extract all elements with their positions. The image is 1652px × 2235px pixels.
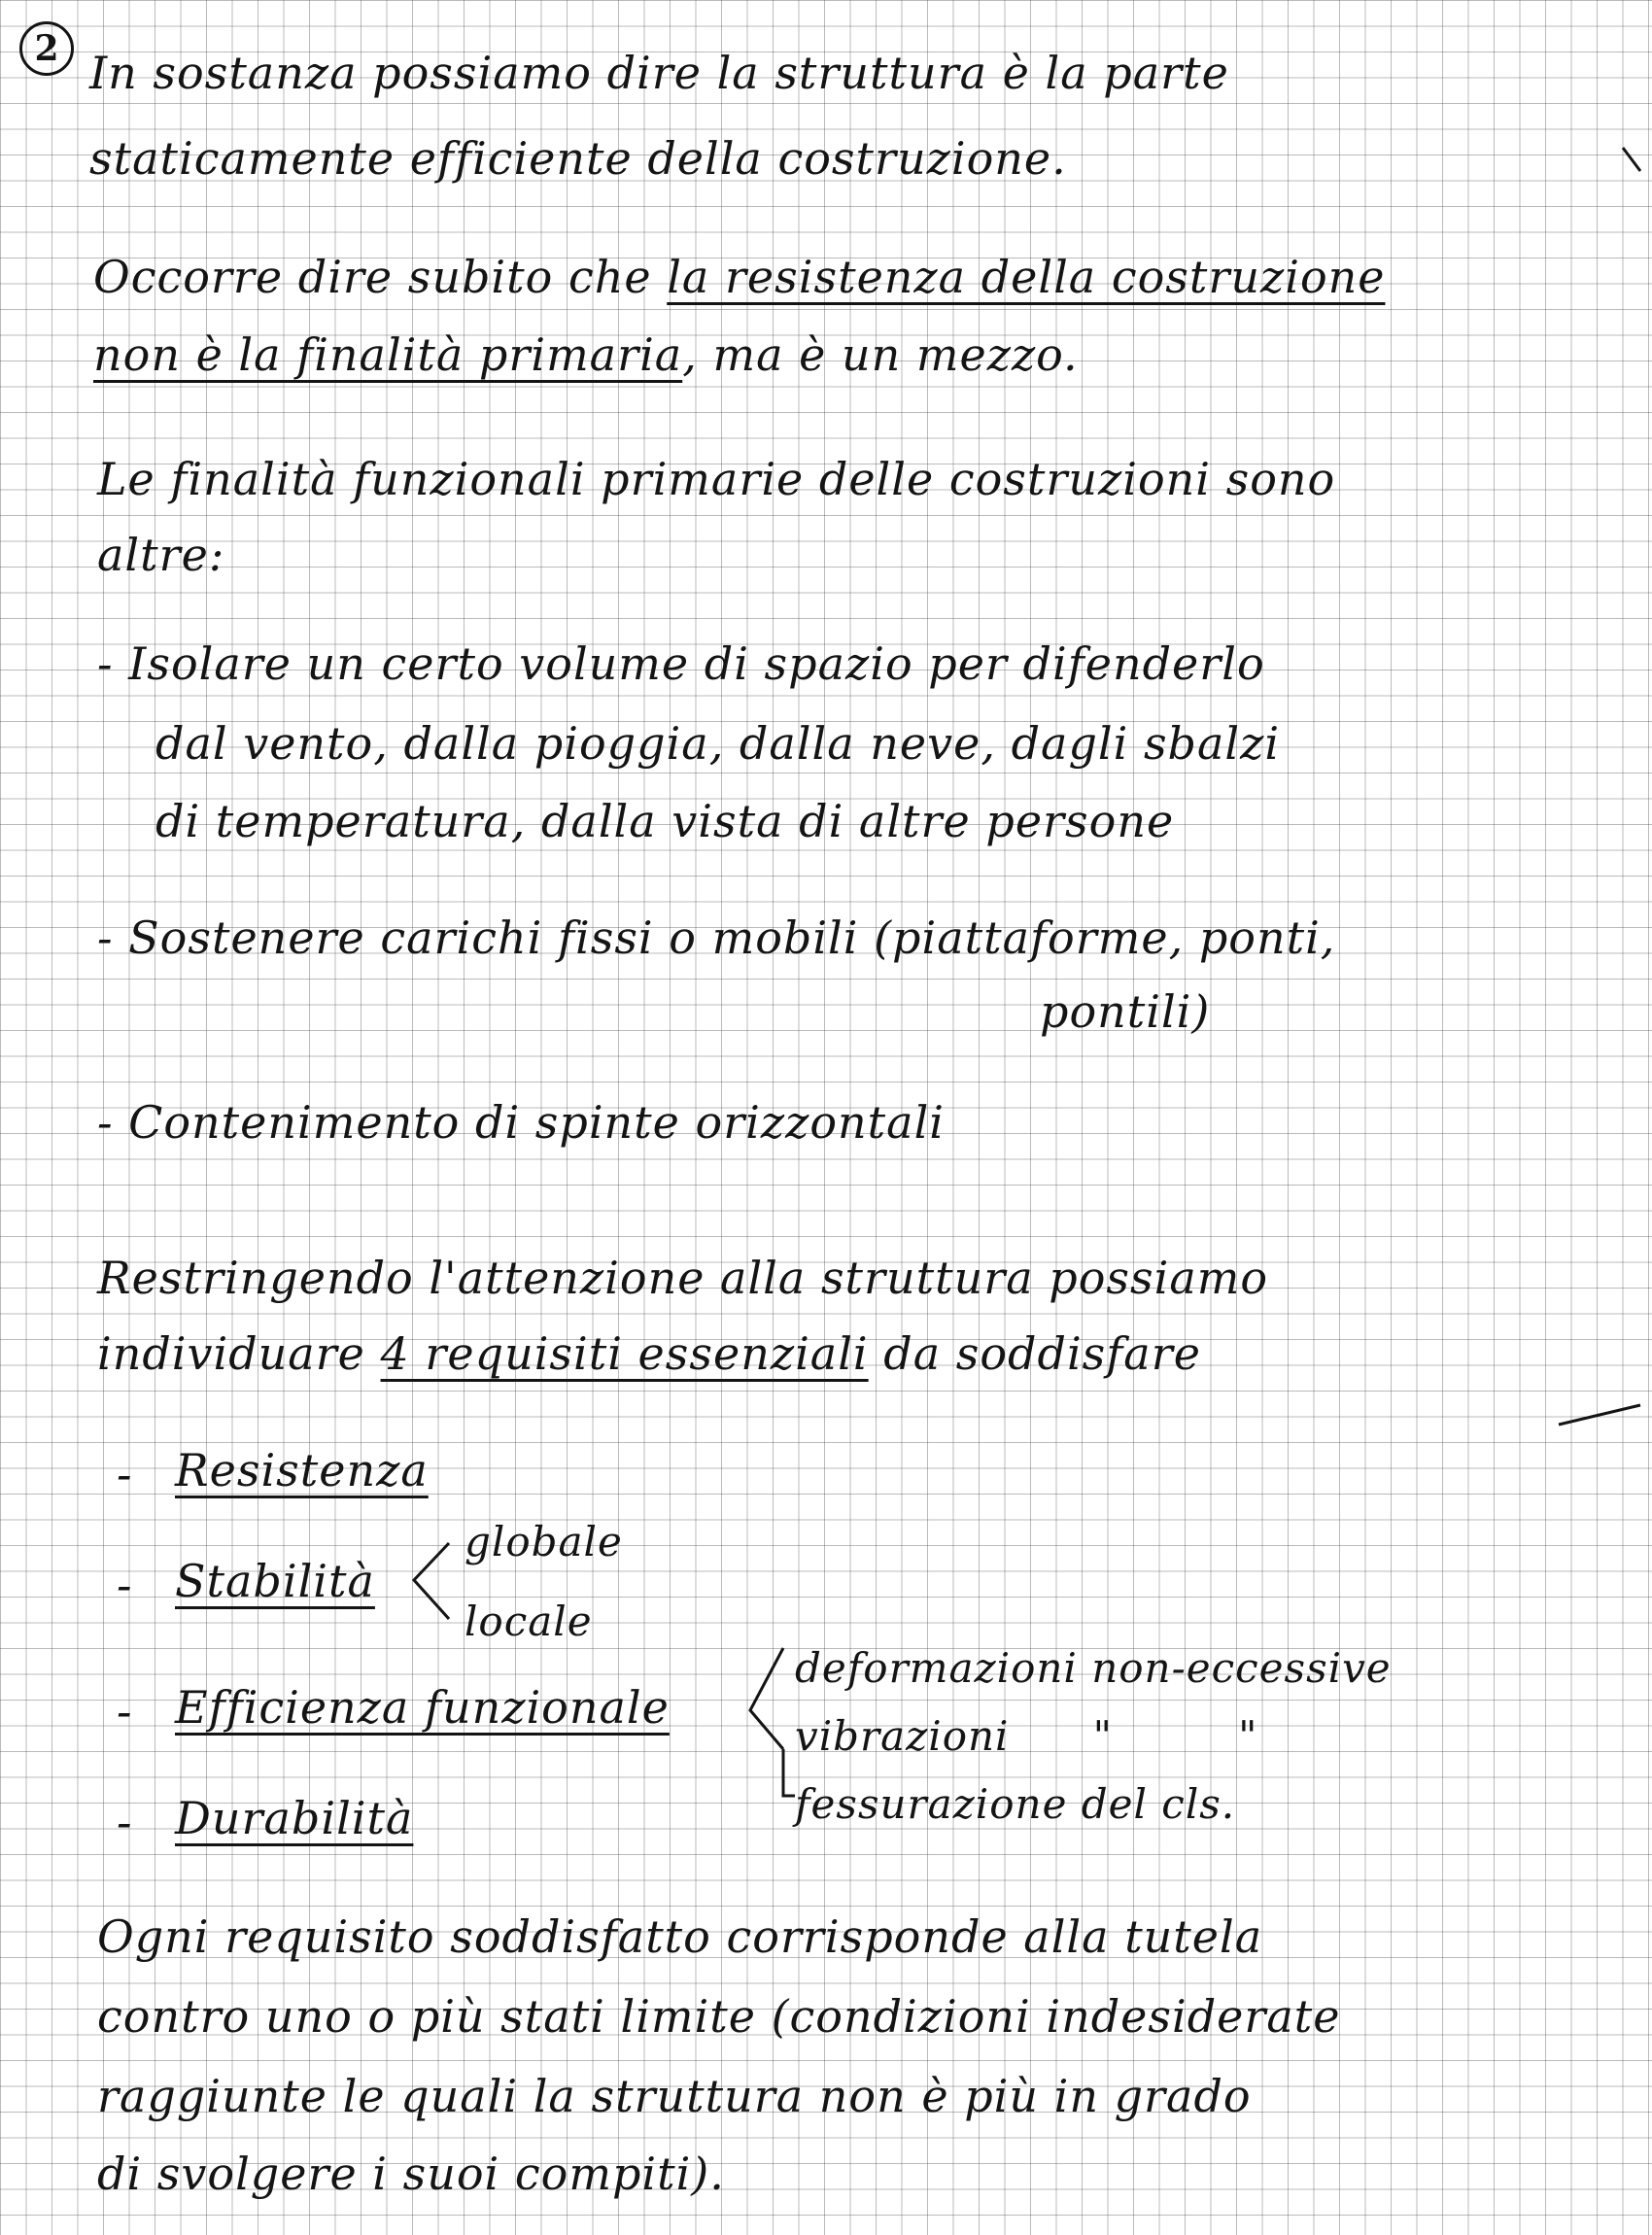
- means-underlined-a: la resistenza della costruzione: [667, 251, 1386, 303]
- purpose-1-line-3: di temperatura, dalla vista di altre persone: [155, 795, 1175, 847]
- closing-line-1: Ogni requisito soddisfatto corrisponde alla tutela: [97, 1910, 1263, 1963]
- requirement-dash-3: -: [117, 1685, 133, 1737]
- requirements-intro-line-2: [97, 1327, 1201, 1380]
- intro-line-1: In sostanza possiamo dire la struttura è la parte: [89, 47, 1229, 99]
- closing-line-2: contro uno o più stati limite (condizioni indesiderate: [97, 1990, 1341, 2043]
- margin-mark-top: [1621, 146, 1644, 179]
- requirement-efficienza: Efficienza funzionale: [175, 1681, 670, 1734]
- page-number: 2: [19, 21, 74, 76]
- efficienza-sub-3: fessurazione del cls.: [795, 1780, 1236, 1828]
- requirements-intro-line-1: Restringendo l'attenzione alla struttura possiamo: [97, 1252, 1269, 1304]
- means-line-2: [93, 328, 1079, 381]
- means-line-1: [93, 251, 1386, 303]
- requirements-underlined: 4 requisiti essenziali: [380, 1327, 869, 1380]
- efficienza-sub-1: deformazioni non-eccessive: [795, 1644, 1392, 1692]
- purpose-2-line-1: - Sostenere carichi fissi o mobili (piattaforme, ponti,: [97, 911, 1336, 964]
- purpose-2-line-2: pontili): [1040, 985, 1211, 1038]
- means-after: , ma è un mezzo.: [682, 328, 1079, 381]
- stabilita-sub-2: locale: [465, 1598, 593, 1645]
- requirements-after: da soddisfare: [868, 1327, 1201, 1380]
- purpose-3: - Contenimento di spinte orizzontali: [97, 1096, 946, 1149]
- means-before: Occorre dire subito che: [93, 251, 668, 303]
- intro-line-2: staticamente efficiente della costruzione.: [89, 132, 1067, 185]
- closing-line-3: raggiunte le quali la struttura non è più in grado: [97, 2070, 1252, 2122]
- stabilita-sub-1: globale: [465, 1518, 623, 1565]
- closing-line-4: di svolgere i suoi compiti).: [97, 2148, 725, 2200]
- margin-mark-middle: [1557, 1401, 1644, 1434]
- stabilita-bracket: [406, 1537, 455, 1625]
- efficienza-sub-2: vibrazioni " ": [795, 1712, 1258, 1760]
- efficienza-bracket: [740, 1642, 799, 1807]
- requirement-stabilita: Stabilità: [175, 1555, 375, 1607]
- purpose-1-line-1: - Isolare un certo volume di spazio per difenderlo: [97, 637, 1265, 690]
- requirements-before: individuare: [97, 1327, 381, 1380]
- requirement-dash-1: -: [117, 1448, 133, 1500]
- requirement-dash-4: -: [117, 1796, 133, 1848]
- purposes-intro-line-1: Le finalità funzionali primarie delle costruzioni sono: [97, 453, 1336, 505]
- purposes-intro-line-2: altre:: [97, 529, 225, 581]
- means-underlined-b: non è la finalità primaria: [93, 328, 683, 381]
- requirement-resistenza: Resistenza: [175, 1444, 429, 1496]
- purpose-1-line-2: dal vento, dalla pioggia, dalla neve, dagli sbalzi: [155, 717, 1281, 770]
- requirement-durabilita: Durabilità: [175, 1792, 414, 1844]
- requirement-dash-2: -: [117, 1559, 133, 1611]
